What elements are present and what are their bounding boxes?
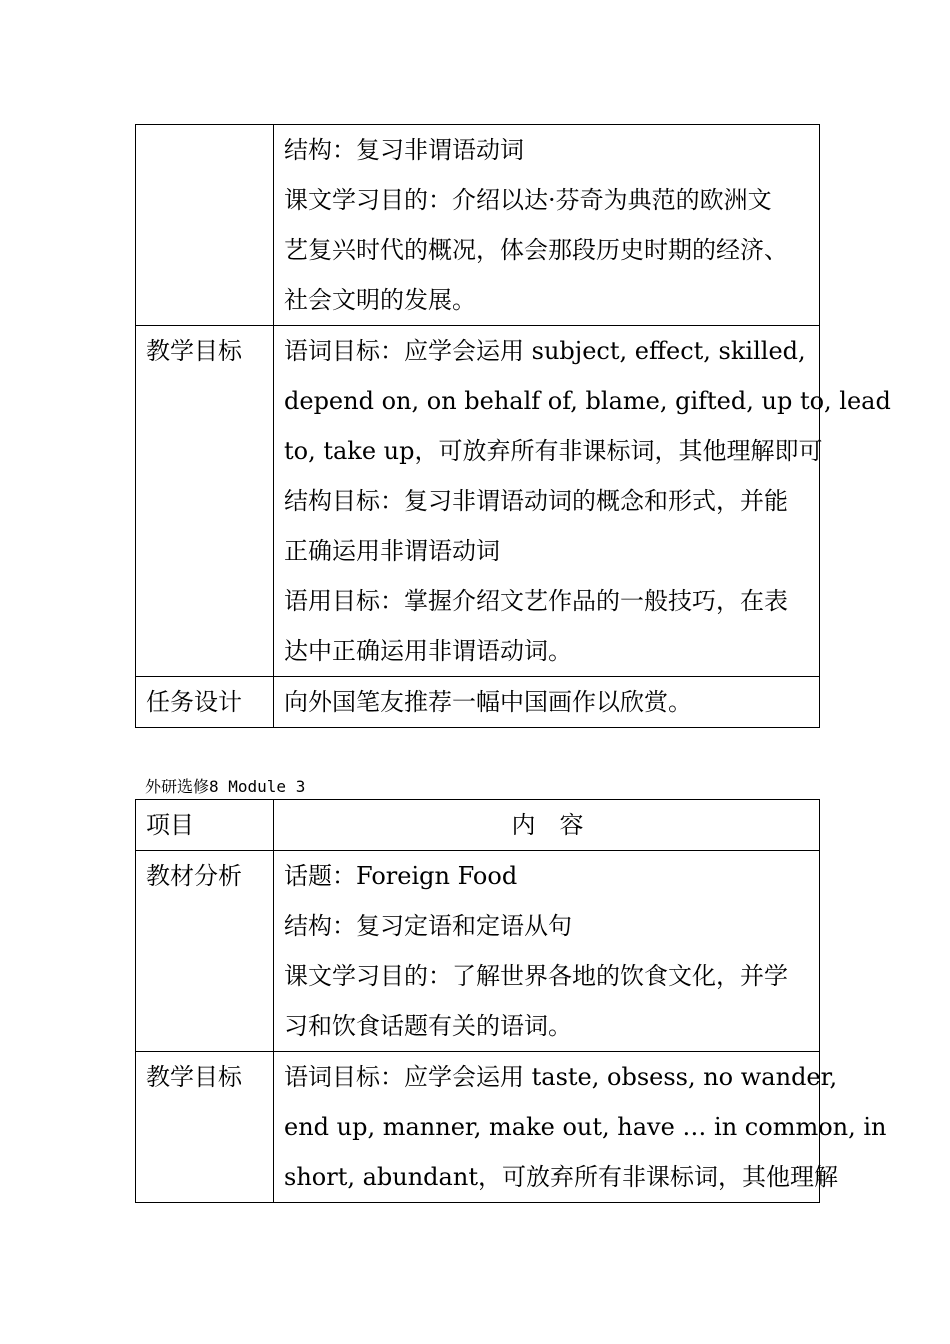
content-line: 结构：复习定语和定语从句 <box>284 912 572 940</box>
module-3-table <box>135 799 887 1203</box>
content-line: end up, manner, make out, have … in common, in <box>284 1113 887 1141</box>
content-line: short, abundant，可放弃所有非课标词，其他理解 <box>284 1163 838 1191</box>
content-line: 语词目标：应学会运用 subject, effect, skilled, <box>284 337 806 365</box>
content-line: to, take up，可放弃所有非课标词，其他理解即可 <box>284 437 823 465</box>
table-row <box>136 326 820 677</box>
content-line: 语词目标：应学会运用 taste, obsess, no wander, <box>284 1063 838 1091</box>
row-content-cell <box>274 1052 887 1203</box>
table-row <box>136 677 820 728</box>
content-line: 结构目标：复习非谓语动词的概念和形式，并能 <box>284 487 788 515</box>
row-label-cell <box>136 851 274 1052</box>
row-content-cell <box>274 851 820 1052</box>
row-label-cell <box>136 677 274 728</box>
content-line: 习和饮食话题有关的语词。 <box>284 1012 572 1040</box>
content-line: 话题：Foreign Food <box>284 862 518 890</box>
content-line: 结构：复习非谓语动词 <box>284 136 524 164</box>
row-label: 教学目标 <box>146 1063 242 1091</box>
content-line: 艺复兴时代的概况，体会那段历史时期的经济、 <box>284 236 788 264</box>
row-label: 教学目标 <box>146 337 242 365</box>
content-line: 正确运用非谓语动词 <box>284 537 500 565</box>
row-content-cell <box>274 677 820 728</box>
row-label <box>146 125 265 175</box>
row-content-cell <box>274 326 891 677</box>
header-label: 内 容 <box>511 811 584 839</box>
content-line: 向外国笔友推荐一幅中国画作以欣赏。 <box>284 688 692 716</box>
row-label-cell <box>136 125 274 326</box>
row-label: 任务设计 <box>146 688 242 716</box>
content-line: 达中正确运用非谓语动词。 <box>284 637 572 665</box>
table-row <box>136 851 820 1052</box>
content-line: 语用目标：掌握介绍文艺作品的一般技巧，在表 <box>284 587 788 615</box>
module-table-continued <box>135 124 891 728</box>
row-label-cell <box>136 326 274 677</box>
content-line: 课文学习目的：了解世界各地的饮食文化，并学 <box>284 962 788 990</box>
header-cell-item <box>136 800 274 851</box>
table-row <box>136 1052 820 1203</box>
row-content-cell <box>274 125 820 326</box>
table-caption: 外研选修8 Module 3 <box>145 777 306 796</box>
table-row <box>136 125 820 326</box>
header-cell-content <box>274 800 820 851</box>
table-header-row <box>136 800 820 851</box>
header-label: 项目 <box>146 811 194 839</box>
row-label-cell <box>136 1052 274 1203</box>
content-line: depend on, on behalf of, blame, gifted, up to, lead <box>284 387 891 415</box>
row-label: 教材分析 <box>146 862 242 890</box>
content-line: 课文学习目的：介绍以达·芬奇为典范的欧洲文 <box>284 186 772 214</box>
content-line: 社会文明的发展。 <box>284 286 476 314</box>
